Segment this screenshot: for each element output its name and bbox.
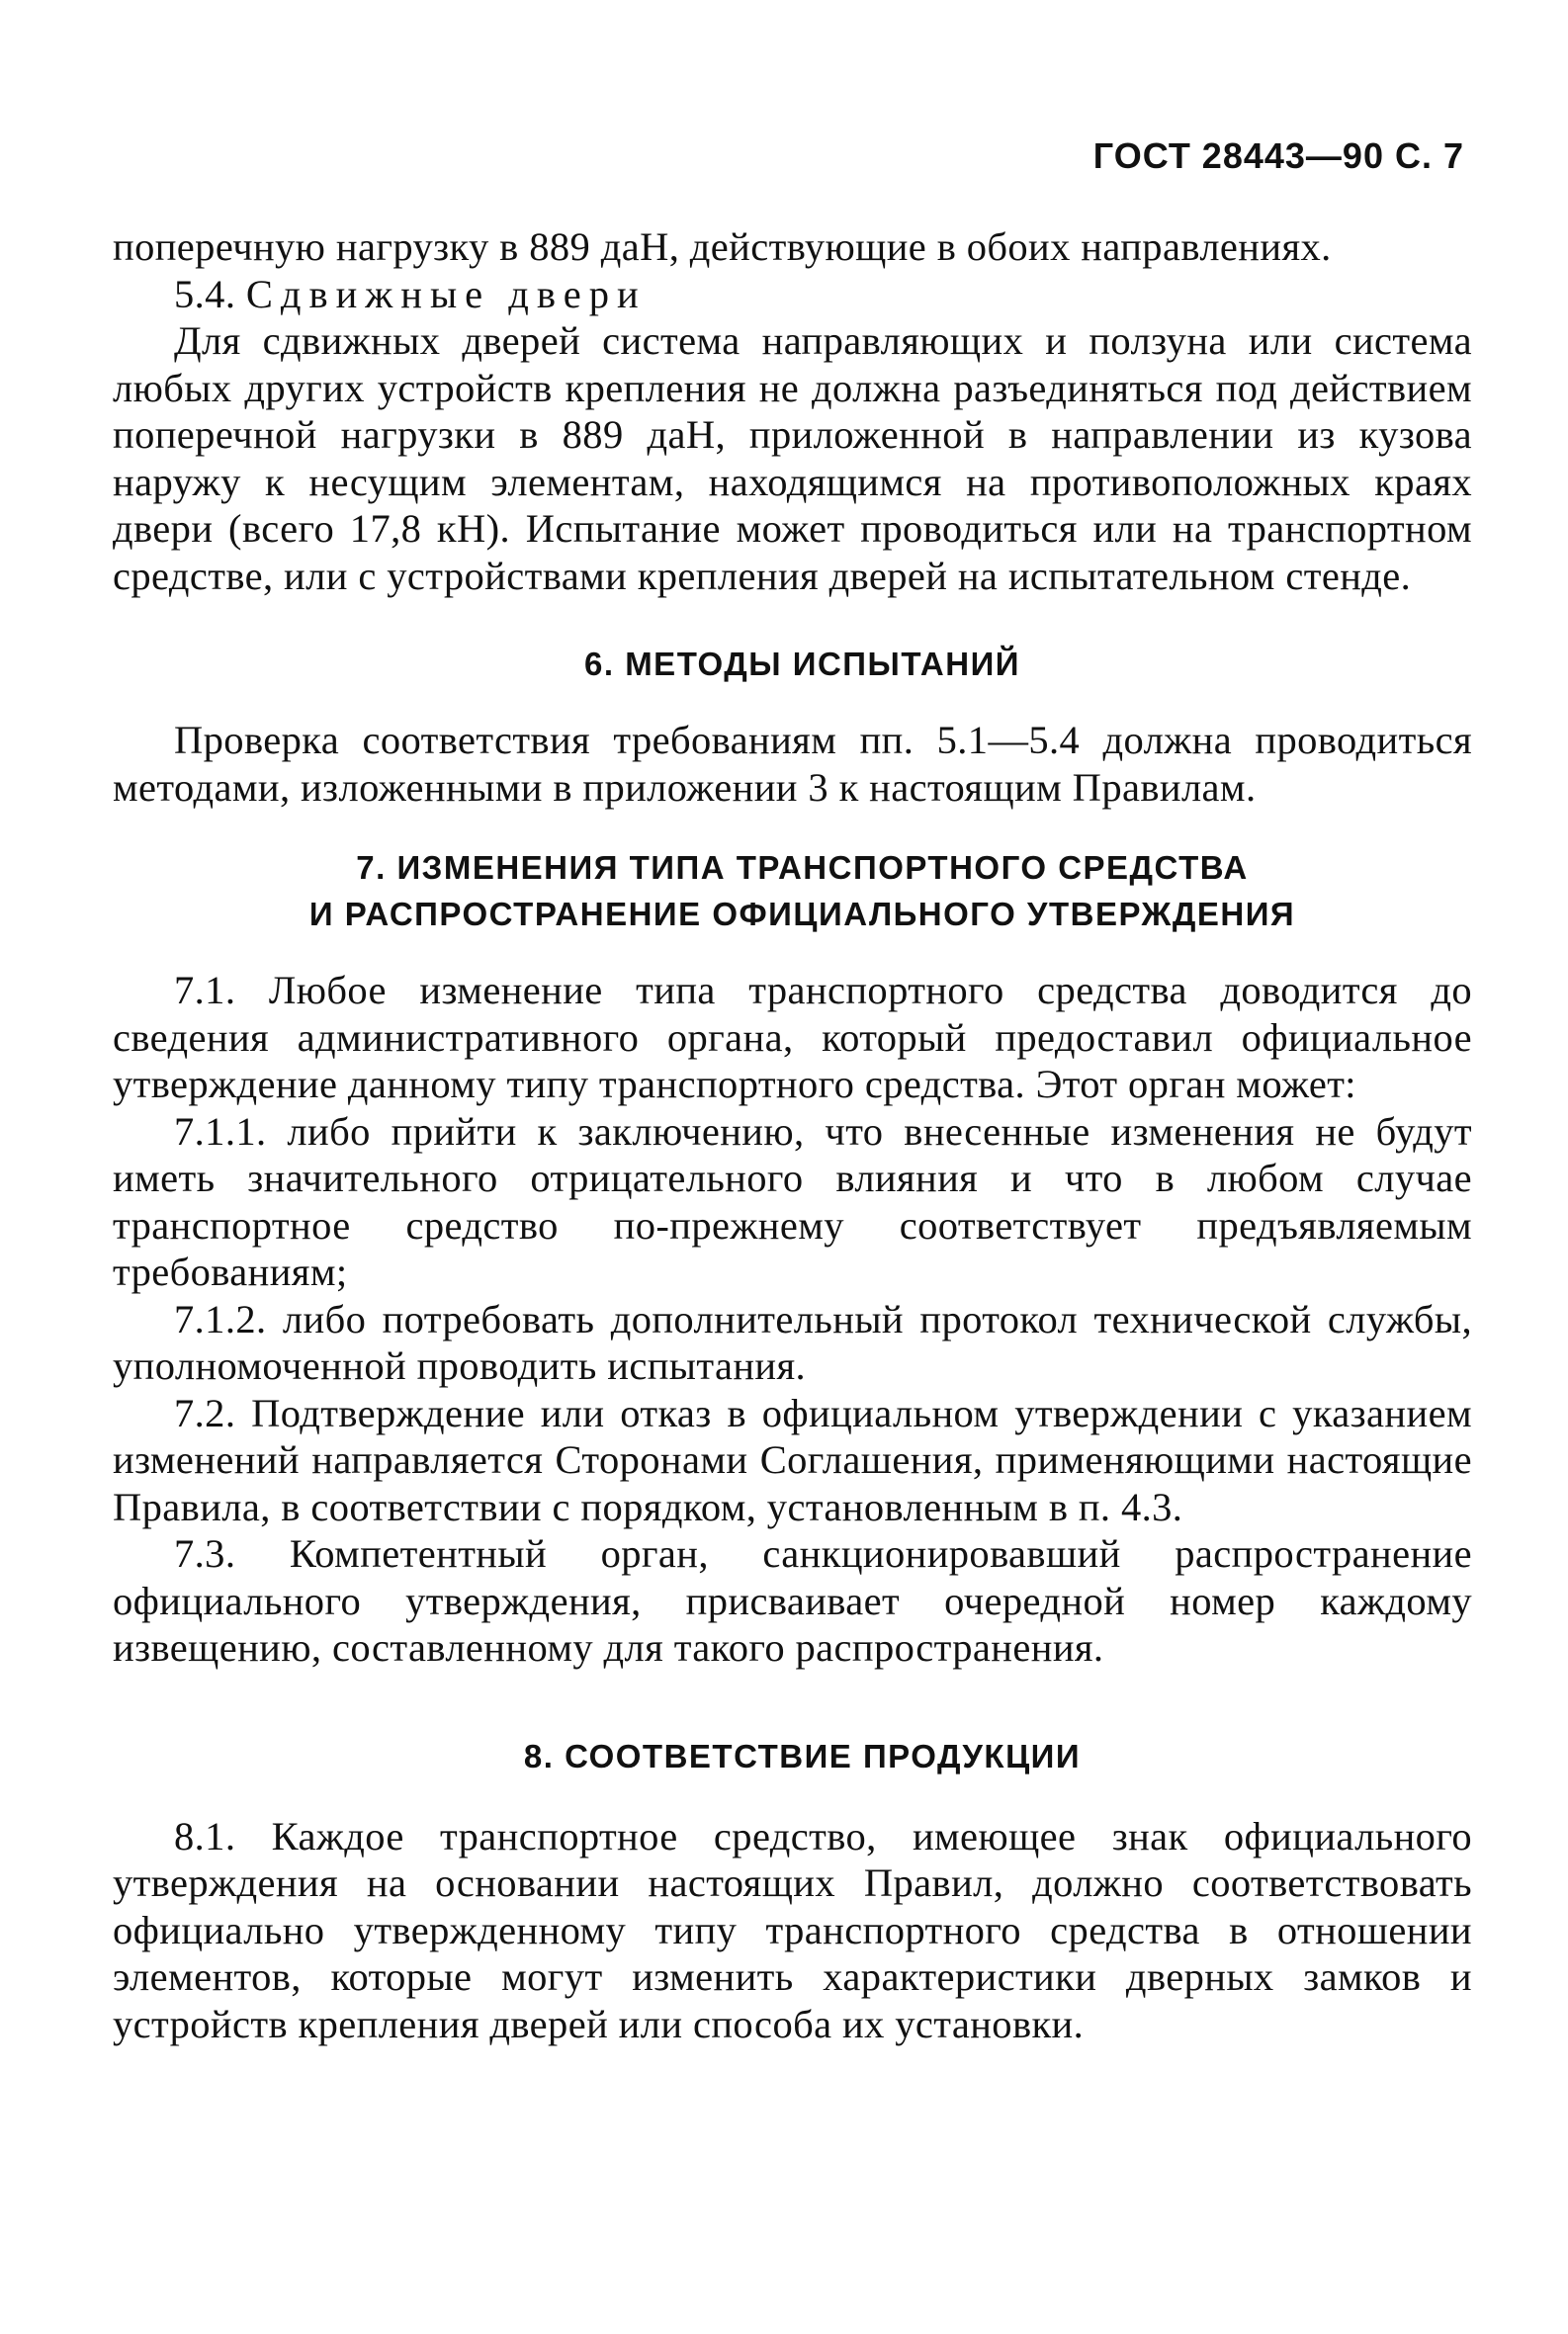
item-5-4-number: 5.4. <box>174 271 236 316</box>
item-5-4-title: Сдвижные двери <box>245 271 647 316</box>
section-8-heading: 8. СООТВЕТСТВИЕ ПРОДУКЦИИ <box>523 1737 1082 1774</box>
item-7-1-2: 7.1.2. либо потребовать дополнительный протокол технической службы, уполномоченной проводить испытания. <box>113 1296 1472 1388</box>
section-7-heading-line-1: 7. ИЗМЕНЕНИЯ ТИПА ТРАНСПОРТНОГО СРЕДСТВА <box>356 849 1249 886</box>
item-7-1: 7.1. Любое изменение типа транспортного средства доводится до сведения административного органа, который предоставил официальное утверждение данному типу транспортного средства. Этот орган может: <box>113 968 1472 1106</box>
section-7-heading <box>113 844 1472 937</box>
item-7-3: 7.3. Компетентный орган, санкционировавший распространение официального утверждения, присваивает очередной номер каждому извещению, составленному для такого распространения. <box>113 1531 1472 1670</box>
item-7-2: 7.2. Подтверждение или отказ в официальном утверждении с указанием изменений направляется Сторонами Соглашения, применяющими настоящие Правила, в соответствии с порядком, установленным в п. 4.3. <box>113 1390 1472 1529</box>
item-5-4-text: Для сдвижных дверей система направляющих и ползуна или система любых других устройств крепления не должна разъединяться под действием поперечной нагрузки в 889 даН, приложенной в направлении из кузова наружу к несущим элементам, находящимся на противоположных краях двери (всего 17,8 кН). Испытание может проводиться или на транспортном средстве, или с устройствами крепления дверей на испытательном стенде. <box>113 318 1472 598</box>
section-7-heading-line-2: И РАСПРОСТРАНЕНИЕ ОФИЦИАЛЬНОГО УТВЕРЖДЕНИЯ <box>308 896 1296 932</box>
section-6-heading: 6. МЕТОДЫ ИСПЫТАНИЙ <box>584 646 1020 682</box>
item-8-1: 8.1. Каждое транспортное средство, имеющее знак официального утверждения на основании настоящих Правил, должно соответствовать официально утвержденному типу транспортного средства в отношении элементов, которые могут изменить характеристики дверных замков и устройств крепления дверей или способа их установки. <box>113 1813 1472 2046</box>
item-5-4-heading <box>113 271 1472 318</box>
item-7-1-1: 7.1.1. либо прийти к заключению, что внесенные изменения не будут иметь значительного отрицательного влияния и что в любом случае транспортное средство по-прежнему соответствует предъявляемым требованиям; <box>113 1108 1472 1294</box>
section-6-text: Проверка соответствия требованиям пп. 5.1—5.4 должна проводиться методами, изложенными в приложении 3 к настоящим Правилам. <box>113 718 1472 810</box>
running-head: ГОСТ 28443—90 С. 7 <box>1092 135 1464 176</box>
page-body <box>113 223 1472 2047</box>
continuation-paragraph: поперечную нагрузку в 889 даН, действующие в обоих направлениях. <box>113 224 1332 269</box>
